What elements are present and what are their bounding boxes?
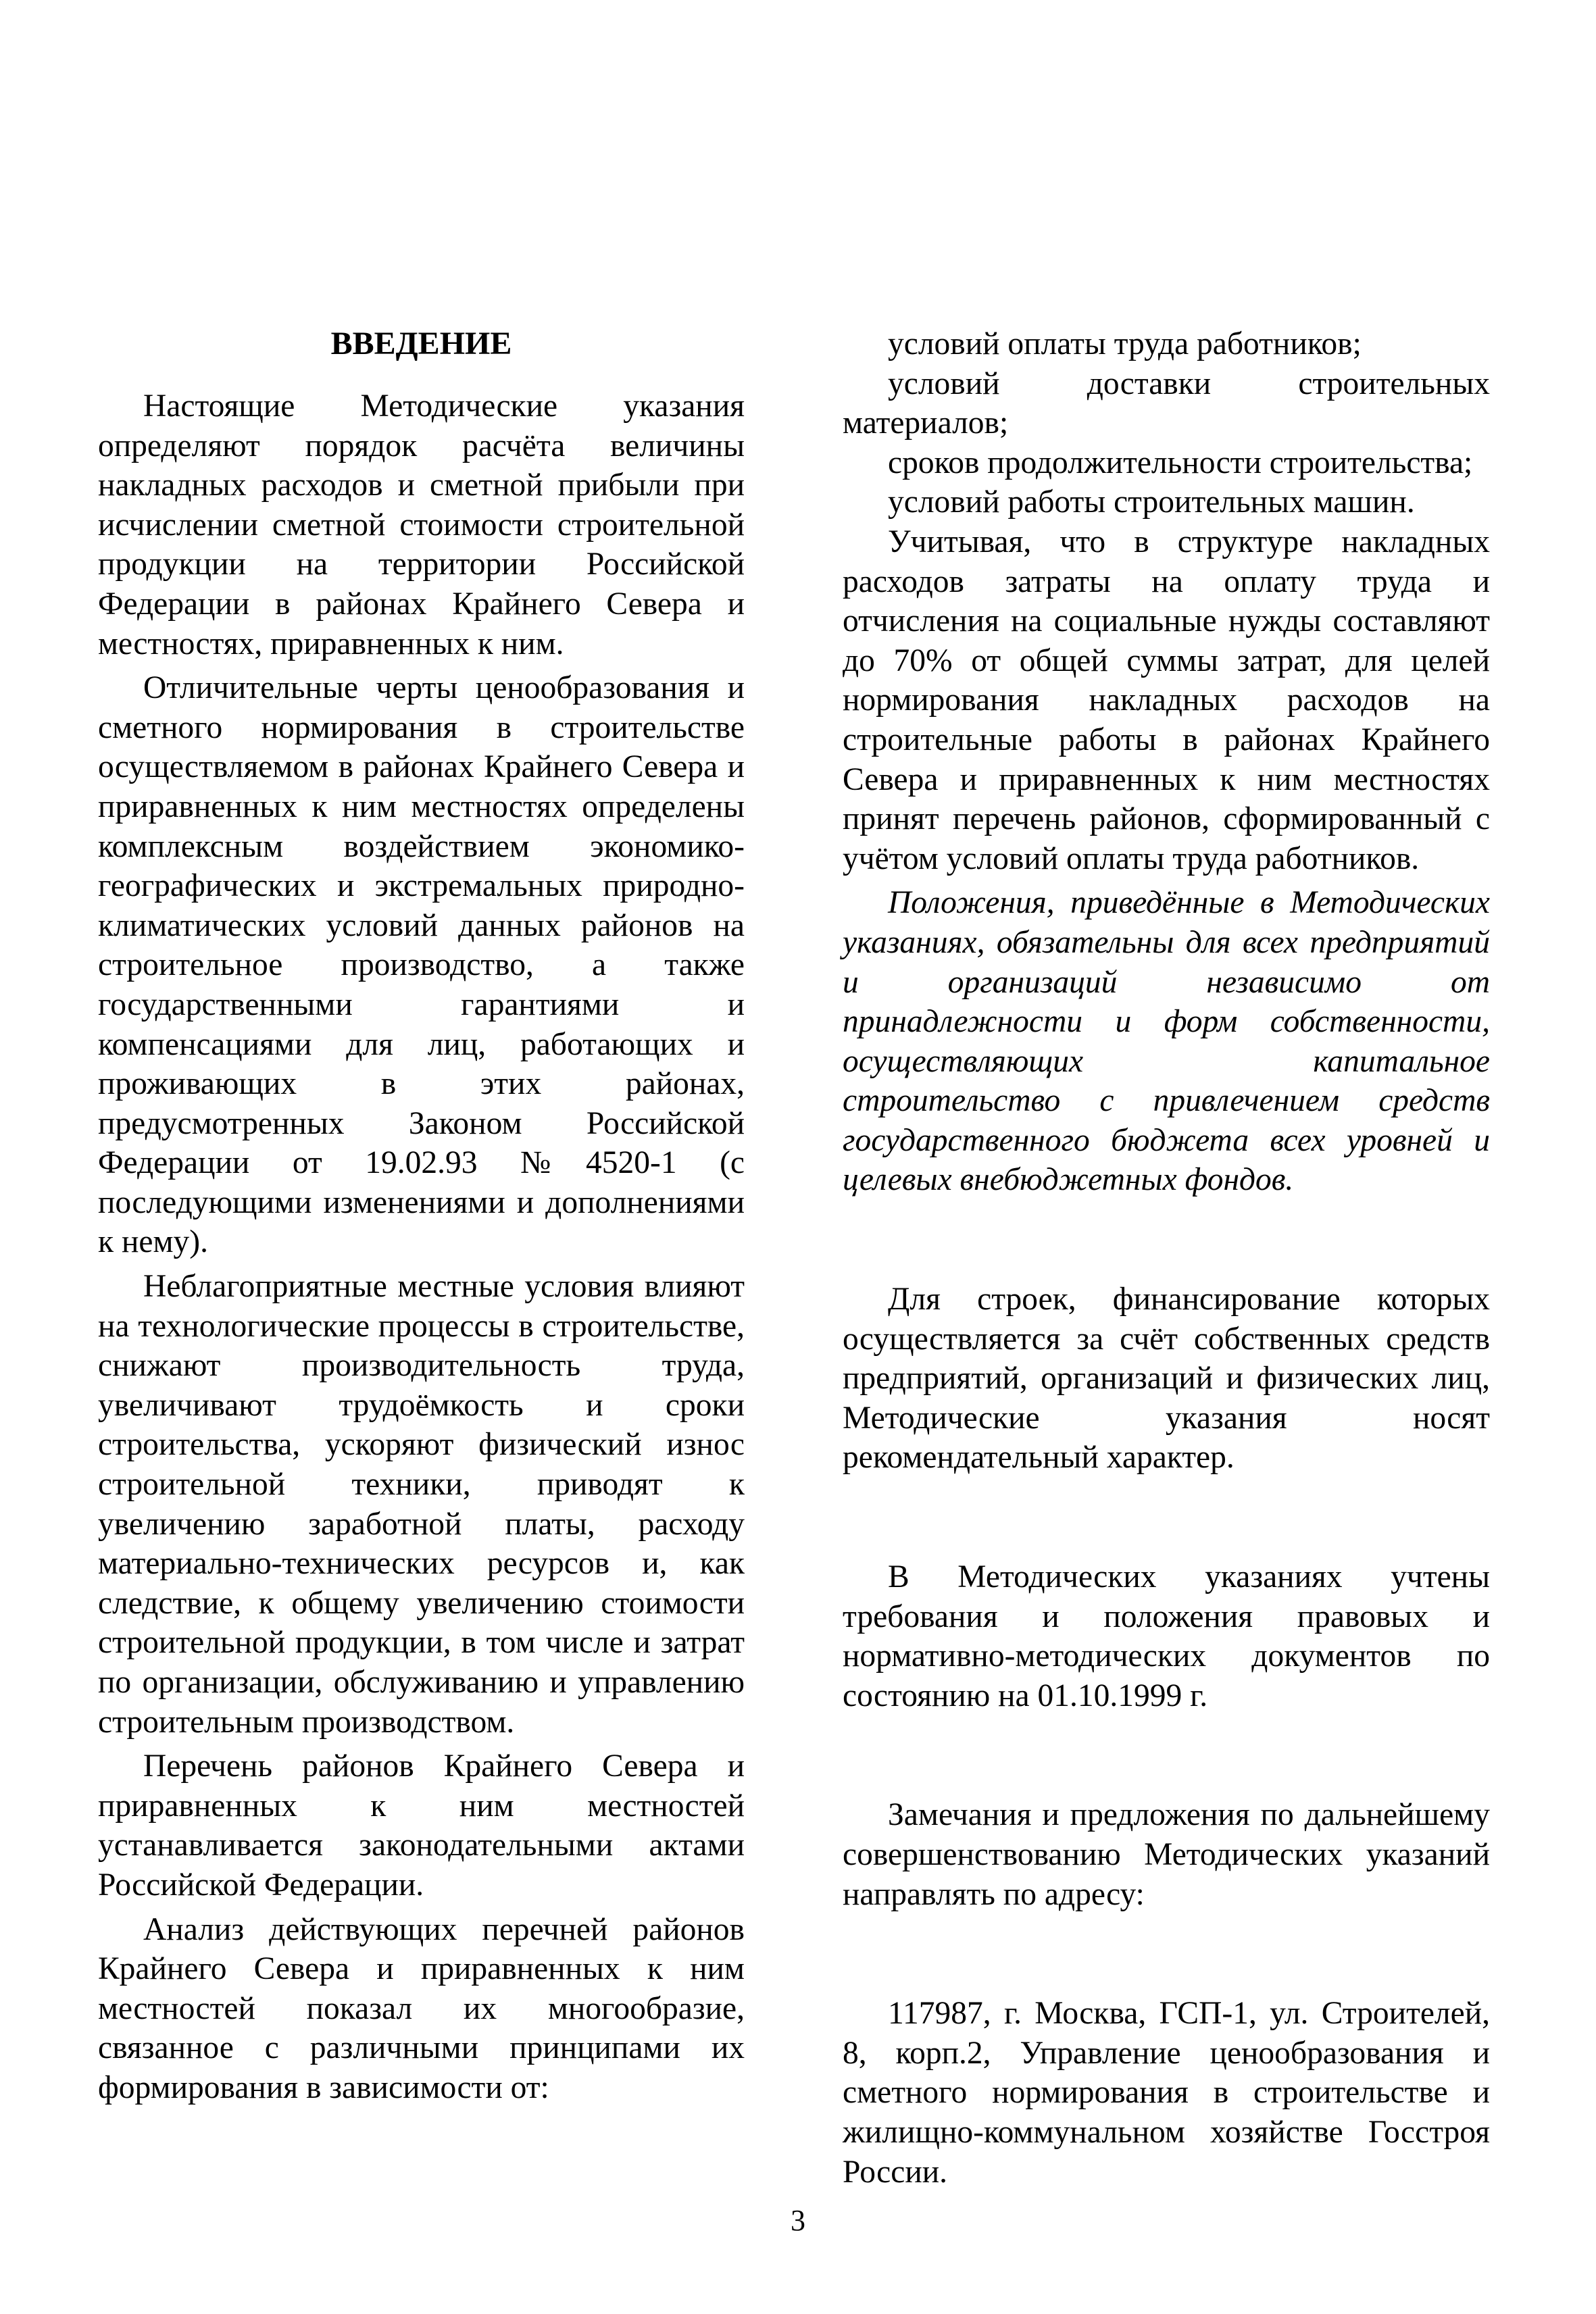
adverse-conditions-paragraph: Неблагоприятные местные условия влияют на технологические процессы в строительстве, снижают производительность труда, увеличивают трудоёмкость и сроки строительства, ускоряют физический износ строительной техники, приводят к увеличению заработной платы, расходу материально-технических ресурсов и, как следствие, к общему увеличению стоимости строительной продукции, в том числе и затрат по организации, обслуживанию и управлению строительным производством. <box>98 1269 745 1740</box>
comments-paragraph: Замечания и предложения по дальнейшему совершенствованию Методических указаний направлять по адресу: <box>843 1797 1490 1912</box>
intro-paragraph: Настоящие Методические указания определяют порядок расчёта величины накладных расходов и сметной прибыли при исчислении сметной стоимости строительной продукции на территории Российской Федерации в районах Крайнего Севера и местностях, приравненных к ним. <box>98 388 745 661</box>
recommendation-paragraph: Для строек, финансирование которых осуществляется за счёт собственных средств предприятий, организаций и физических лиц, Методические указания носят рекомендательный характер. <box>843 1282 1490 1476</box>
analysis-paragraph: Анализ действующих перечней районов Крайнего Севера и приравненных к ним местностей показал их многообразие, связанное с различными принципами их формирования в зависимости от: <box>98 1911 745 2105</box>
condition-item: условий оплаты труда работников; <box>888 326 1362 361</box>
right-column <box>843 324 1490 2192</box>
requirements-paragraph: В Методических указаниях учтены требования и положения правовых и нормативно-методических документов по состоянию на 01.10.1999 г. <box>843 1559 1490 1713</box>
section-heading: ВВЕДЕНИЕ <box>330 326 512 361</box>
left-column <box>98 324 745 2108</box>
mandatory-provisions-paragraph: Положения, приведённые в Методических указаниях, обязательны для всех предприятий и организаций независимо от принадлежности и форм собственности, осуществляющих капитальное строительство с привлечением средств государственного бюджета всех уровней и целевых внебюджетных фондов. <box>843 885 1490 1198</box>
distinctive-features-paragraph: Отличительные черты ценообразования и сметного нормирования в строительстве осуществляемом в районах Крайнего Севера и приравненных к ним местностях определены комплексным воздействием экономико-географических и экстремальных природно-климатических условий данных районов на строительное производство, а также государственными гарантиями и компенсациями для лиц, работающих и проживающих в этих районах, предусмотренных Законом Российской Федерации от 19.02.93 №4520-1 (с последующими изменениями и дополнениями к нему). <box>98 670 745 1260</box>
condition-item: условий доставки строительных материалов; <box>843 366 1490 441</box>
condition-item: сроков продолжительности строительства; <box>888 445 1473 480</box>
page-number: 3 <box>791 2204 805 2237</box>
address-paragraph: 117987, г. Москва, ГСП-1, ул. Строителей, 8, корп.2, Управление ценообразования и сметного нормирования в строительстве и жилищно-коммунальном хозяйстве Госстроя России. <box>843 1996 1490 2190</box>
considering-paragraph: Учитывая, что в структуре накладных расходов затраты на оплату труда и отчисления на социальные нужды составляют до 70% от общей суммы затрат, для целей нормирования накладных расходов на строительные работы в районах Крайнего Севера и приравненных к ним местностях принят перечень районов, сформированный с учётом условий оплаты труда работников. <box>843 524 1490 876</box>
regions-list-paragraph: Перечень районов Крайнего Севера и приравненных к ним местностей устанавливается законодательными актами Российской Федерации. <box>98 1749 745 1903</box>
condition-item: условий работы строительных машин. <box>888 484 1415 520</box>
